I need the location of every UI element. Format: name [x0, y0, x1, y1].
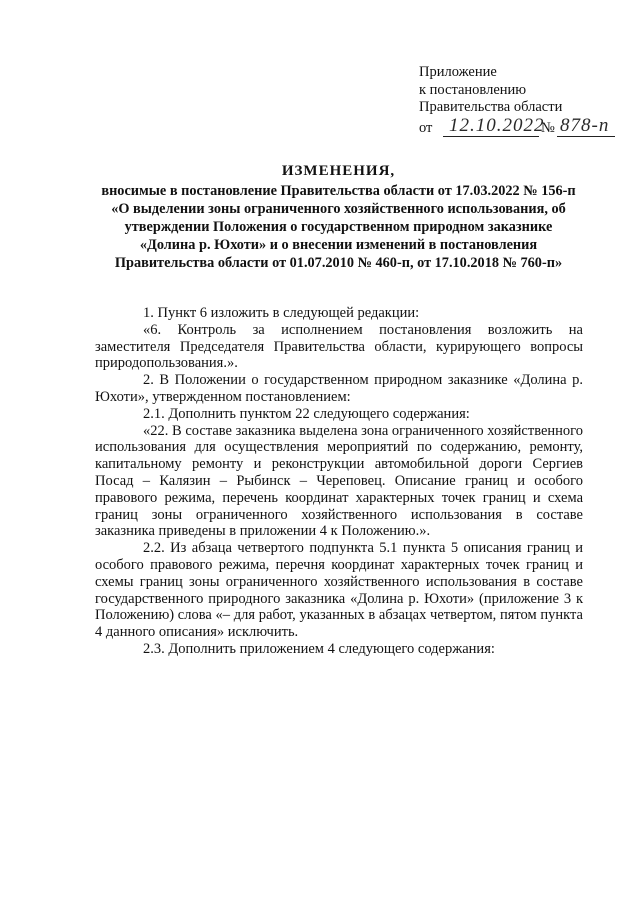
paragraph: 1. Пункт 6 изложить в следующей редакции:	[143, 305, 420, 321]
appendix-label: Приложение	[419, 64, 497, 80]
document-subtitle: вносимые в постановление Правительства области от 17.03.2022 № 156-п «О выделении зоны ограниченного хозяйственного использования, об утверждении Положения о государственном природном заказнике «Долина р. Юхоти» и о внесении изменений в постановления Правительства области от 01.07.2010 № 460-п, от 17.10.2018 № 760-п»	[101, 183, 576, 271]
appendix-stamp	[419, 64, 619, 139]
document-body	[95, 305, 583, 658]
paragraph: «22. В составе заказника выделена зона ограниченного хозяйственного использования для осуществления мероприятий по содержанию, ремонту, капитальному ремонту и реконструкции автомобильной дороги Сергиев Посад – Калязин – Рыбинск – Череповец. Описание границ и особого правового режима, перечень координат характерных точек границ и схема границ зоны ограниченного хозяйственного использования в составе заказника приведены в приложении 4 к Положению.».	[95, 422, 583, 540]
date-underline	[443, 136, 539, 137]
paragraph: 2.3. Дополнить приложением 4 следующего содержания:	[143, 640, 495, 657]
date-prefix: от	[419, 119, 433, 136]
number-underline	[557, 136, 615, 137]
paragraph: 2.1. Дополнить пунктом 22 следующего содержания:	[143, 405, 470, 422]
number-sign: №	[541, 119, 555, 136]
appendix-authority: Правительства области	[419, 99, 563, 115]
paragraph: 2. В Положении о государственном природном заказнике «Долина р. Юхоти», утвержденном постановлением:	[95, 372, 583, 405]
document-header	[96, 163, 581, 272]
appendix-date-line	[419, 114, 619, 139]
document-title: ИЗМЕНЕНИЯ,	[281, 163, 396, 179]
appendix-ref-line: к постановлению	[419, 81, 527, 98]
handwritten-number: 878-п	[560, 114, 610, 136]
paragraph: «6. Контроль за исполнением постановления возложить на заместителя Председателя Правительства области, курирующего вопросы природопользования.».	[95, 321, 583, 372]
paragraph: 2.2. Из абзаца четвертого подпункта 5.1 пункта 5 описания границ и особого правового режима, перечня координат характерных точек границ и схемы границ зоны ограниченного хозяйственного использования в составе государственного природного заказника «Долина р. Юхоти» (приложение 3 к Положению) слова «– для работ, указанных в абзацах четвертом, пятом пункта 4 данного описания» исключить.	[95, 540, 583, 641]
handwritten-date: 12.10.2022	[449, 114, 545, 136]
